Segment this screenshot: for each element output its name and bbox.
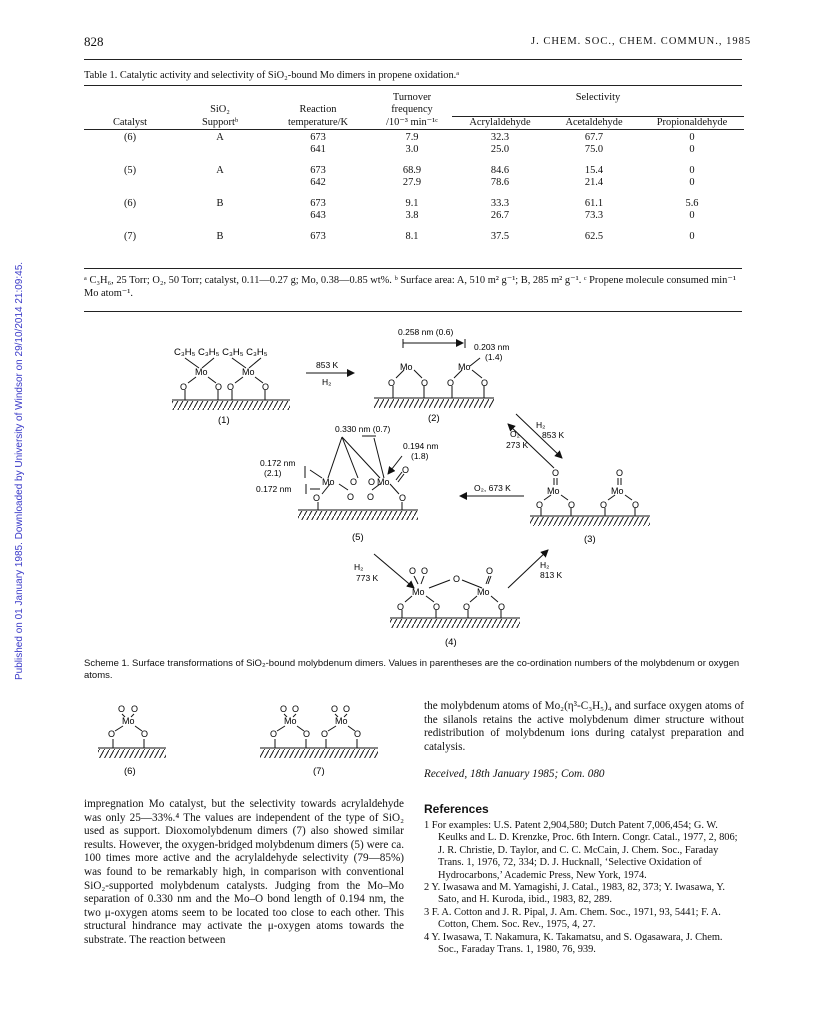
mo-atom-2b: Mo (458, 362, 471, 372)
table-cell: 15.4 (584, 165, 604, 176)
arrow-813: 813 K (540, 570, 563, 580)
o-atom: O (498, 602, 506, 612)
o-atom: O (616, 468, 624, 478)
mo-atom-3a: Mo (547, 486, 560, 496)
table-cell: 62.5 (584, 231, 604, 242)
table-row (84, 177, 744, 189)
o-atom: O (536, 500, 544, 510)
table-cell: 75.0 (584, 144, 604, 155)
label-5: (5) (352, 532, 364, 543)
head-reaction-1: Reaction (299, 104, 337, 116)
journal-header: J. CHEM. SOC., CHEM. COMMUN., 1985 (531, 36, 752, 47)
arrow-o2-673: O₂, 673 K (474, 483, 511, 493)
structure-5 (256, 424, 438, 543)
table-cell: 37.5 (490, 231, 510, 242)
o-atom: O (118, 704, 126, 714)
o-atom: O (453, 574, 461, 584)
structure-3 (530, 468, 650, 545)
o-atom: O (402, 465, 410, 475)
o-atom: O (388, 378, 396, 388)
mo-atom-7b: Mo (335, 716, 348, 726)
head-turnover-1: Turnover (392, 92, 432, 103)
o-atom: O (343, 704, 351, 714)
structure-4 (390, 566, 520, 648)
o-atom: O (280, 704, 288, 714)
table-cell: 641 (310, 144, 326, 155)
table-cell: 643 (310, 210, 326, 221)
table-cell: 3.8 (405, 210, 419, 221)
table-row (84, 144, 744, 156)
table-cell: 0 (689, 132, 695, 143)
label-7: (7) (313, 766, 325, 777)
o-atom: O (347, 492, 355, 502)
table-top-rule (84, 85, 742, 86)
o-atom: O (463, 602, 471, 612)
structures-6-7-figure (84, 696, 404, 786)
arrow1-temp: 853 K (316, 360, 339, 370)
mo-atom-4b: Mo (477, 587, 490, 597)
o-atom: O (321, 729, 329, 739)
arrow-o2: O₂ (510, 429, 520, 439)
table-row (84, 210, 744, 222)
head-selectivity: Selectivity (575, 92, 621, 103)
o-atom: O (447, 378, 455, 388)
results-table-body (84, 132, 744, 243)
label-6: (6) (124, 766, 136, 777)
table-cell: (6) (123, 198, 137, 209)
table-cell: 642 (310, 177, 326, 188)
table-cell: 0 (689, 177, 695, 188)
label-2: (2) (428, 413, 440, 424)
mo-atom-5b: Mo (377, 477, 390, 487)
o-atom: O (421, 566, 429, 576)
table-cell: 84.6 (490, 165, 510, 176)
arrow-h2: H₂ (536, 420, 546, 430)
table-cell (176, 177, 264, 189)
head-acrylaldehyde: Acrylaldehyde (469, 117, 531, 128)
head-propionaldehyde: Propionaldehyde (656, 117, 728, 128)
table-cell: 67.7 (584, 132, 604, 143)
o-atom: O (354, 729, 362, 739)
distance-203-cn: (1.4) (485, 352, 503, 362)
head-turnover-3: /10⁻³ min⁻¹ᶜ (386, 116, 438, 128)
results-table (84, 92, 744, 243)
label-3: (3) (584, 534, 596, 545)
head-reaction-2: temperature/K (287, 116, 348, 128)
table-spacer (84, 222, 744, 231)
o-atom: O (399, 493, 407, 503)
arrow-h2-813: H₂ (540, 560, 550, 570)
table-cell: 673 (310, 231, 326, 242)
table-cell (84, 144, 176, 156)
o-atom: O (180, 382, 188, 392)
table-cell: 33.3 (490, 198, 510, 209)
table-caption: Table 1. Catalytic activity and selectivity of SiO₂-bound Mo dimers in propene oxidation.ᵃ (84, 70, 460, 81)
structure-1 (172, 347, 290, 426)
table-cell: 673 (310, 198, 326, 209)
label-1: (1) (218, 415, 230, 426)
o-atom: O (313, 493, 321, 503)
structure-7 (260, 704, 378, 777)
mo-atom-7a: Mo (284, 716, 297, 726)
table-cell (84, 177, 176, 189)
table-spacer (84, 156, 744, 165)
table-cell: 0 (689, 144, 695, 155)
mo-atom-4a: Mo (412, 587, 425, 597)
mo-atom-2a: Mo (400, 362, 413, 372)
head-sio2-2: Supportᵇ (201, 116, 239, 128)
table-cell: 25.0 (490, 144, 510, 155)
table-cell: (7) (123, 231, 137, 242)
o-atom: O (552, 468, 560, 478)
side-download-note (2, 210, 25, 680)
head-catalyst: Catalyst (112, 116, 148, 128)
table-row (84, 198, 744, 210)
mo-atom-1a: Mo (195, 367, 208, 377)
table-cell: 27.9 (402, 177, 422, 188)
structure-2 (374, 327, 509, 424)
table-footnote: ᵃ C₃H₆, 25 Torr; O₂, 50 Torr; catalyst, 0.11—0.27 g; Mo, 0.38—0.85 wt%. ᵇ Surface area: A, 510 m² g⁻¹; B, 285 m² g⁻¹. ᶜ Propene molecule consumed min⁻¹ Mo atom⁻¹. (84, 275, 736, 299)
arrow-h2-773: H₂ (354, 562, 364, 572)
o-atom: O (350, 477, 358, 487)
arrow1-gas: H₂ (322, 377, 332, 387)
references-heading: References (424, 802, 489, 816)
received-line: Received, 18th January 1985; Com. 080 (424, 768, 605, 780)
o-atom: O (292, 704, 300, 714)
o-atom: O (262, 382, 270, 392)
table-cell: A (216, 165, 224, 176)
arrow-853: 853 K (542, 430, 565, 440)
head-sio2-1: SiO₂ (210, 104, 230, 116)
table-row (84, 132, 744, 144)
table-cell: B (216, 231, 224, 242)
side-note-text: Published on 01 January 1985. Downloaded by University of Windsor on 29/10/2014 21:09:45. (14, 261, 25, 680)
header-rule (84, 59, 742, 60)
o-atom: O (227, 382, 235, 392)
o-atom: O (600, 500, 608, 510)
reference-item: 4 Y. Iwasawa, T. Nakamura, K. Takamatsu, and S. Ogasawara, J. Chem. Soc., Faraday Trans. 1, 1980, 76, 939. (424, 931, 723, 956)
distance-194-cn: (1.8) (411, 451, 429, 461)
table-cell: 8.1 (405, 231, 419, 242)
label-4: (4) (445, 637, 457, 648)
table-cell: 78.6 (490, 177, 510, 188)
references-list (424, 820, 744, 956)
table-cell: 7.9 (405, 132, 419, 143)
table-cell: 61.1 (584, 198, 604, 209)
o-atom: O (331, 704, 339, 714)
body-right-column: the molybdenum atoms of Mo₂(η³-C₃H₅)₄ and surface oxygen atoms of the silanols retains the active molybdenum dimer structure without redistribution of molybdenum ions during catalyst preparation and catalysis. (424, 700, 744, 753)
table-cell: 73.3 (584, 210, 604, 221)
distance-330: 0.330 nm (0.7) (335, 424, 391, 434)
table-cell: 68.9 (402, 165, 422, 176)
reference-item: 1 For examples: U.S. Patent 2,904,580; Dutch Patent 7,006,454; G. W. Keulks and L. D. Krenzke, Proc. 6th Intern. Congr. Catal., 1977, 2, 806; J. R. Christie, D. Taylor, and C. C. McCain, J. Chem. Soc., Faraday Trans. 1, 1976, 72, 334; D. J. Hucknall, ‘Selective Oxidation of Hydrocarbons,’ Academic Press, New York, 1974. (424, 820, 738, 881)
table-cell: (5) (123, 165, 137, 176)
distance-172b: 0.172 nm (256, 484, 292, 494)
o-atom: O (108, 729, 116, 739)
table-cell (176, 210, 264, 222)
table-cell: (6) (123, 132, 137, 143)
o-atom: O (141, 729, 149, 739)
table-cell: 673 (310, 132, 326, 143)
table-cell: 26.7 (490, 210, 510, 221)
mo-atom-6: Mo (122, 716, 135, 726)
o-atom: O (270, 729, 278, 739)
arrow-273: 273 K (506, 440, 529, 450)
o-atom: O (481, 378, 489, 388)
mo-atom-1b: Mo (242, 367, 255, 377)
table-row (84, 165, 744, 177)
allyl-groups: C₃H₅ C₃H₅ C₃H₅ C₃H₅ (174, 347, 268, 358)
table-cell (84, 210, 176, 222)
distance-172a: 0.172 nm (260, 458, 296, 468)
o-atom: O (131, 704, 139, 714)
head-turnover-2: frequency (391, 104, 433, 116)
table-spacer (84, 189, 744, 198)
o-atom: O (367, 492, 375, 502)
mo-atom-5a: Mo (322, 477, 335, 487)
distance-172a-cn: (2.1) (264, 468, 282, 478)
scheme-top-rule (84, 311, 742, 312)
reference-item: 3 F. A. Cotton and J. R. Pipal, J. Am. Chem. Soc., 1971, 93, 5441; F. A. Cotton, Chem. Soc. Rev., 1975, 4, 27. (424, 906, 721, 931)
o-atom: O (303, 729, 311, 739)
table-bottom-rule (84, 268, 742, 269)
o-atom: O (632, 500, 640, 510)
o-atom: O (421, 378, 429, 388)
o-atom: O (433, 602, 441, 612)
o-atom: O (486, 566, 494, 576)
distance-203: 0.203 nm (474, 342, 510, 352)
scheme-caption: Scheme 1. Surface transformations of SiO₂-bound molybdenum dimers. Values in parentheses are the co-ordination numbers of the molybdenum or oxygen atoms. (84, 658, 740, 681)
table-cell: B (216, 198, 224, 209)
distance-194: 0.194 nm (403, 441, 439, 451)
table-row (84, 231, 744, 243)
page-number: 828 (84, 34, 104, 49)
table-cell: 0 (689, 210, 695, 221)
table-cell (176, 144, 264, 156)
reference-item: 2 Y. Iwasawa and M. Yamagishi, J. Catal., 1983, 82, 373; Y. Iwasawa, Y. Sato, and H. Kuroda, ibid., 1983, 82, 289. (424, 882, 726, 906)
head-acetaldehyde: Acetaldehyde (565, 117, 623, 128)
o-atom: O (409, 566, 417, 576)
o-atom: O (215, 382, 223, 392)
table-cell: 673 (310, 165, 326, 176)
table-cell: 9.1 (405, 198, 419, 209)
structure-6 (98, 704, 166, 777)
mo-atom-3b: Mo (611, 486, 624, 496)
o-atom: O (397, 602, 405, 612)
distance-258: 0.258 nm (0.6) (398, 327, 454, 337)
table-cell: 32.3 (490, 132, 510, 143)
table-cell: 21.4 (584, 177, 604, 188)
table-cell: 0 (689, 165, 695, 176)
o-atom: O (568, 500, 576, 510)
table-cell: 3.0 (405, 144, 419, 155)
o-atom: O (368, 477, 376, 487)
body-left-column: impregnation Mo catalyst, but the selectivity towards acrylaldehyde was only 25—33%.⁴ The values are independent of the type of SiO₂ used as support. Dioxomolybdenum dimers (7) also showed similar results. However, the oxygen-bridged molybdenum dimers (5) were ca. 100 times more active and the acrylaldehyde selectivity (79—85%) was found to be remarkably high, in comparison with conventional SiO₂-supported molybdenum catalysts. Judging from the Mo–Mo separation of 0.330 nm and the Mo–O bond length of 0.194 nm, the two μ-oxygen atoms seem to be located too close to each other. This structural hindrance may activate the μ-oxygen atoms towards the substrate. The reaction between (84, 798, 404, 946)
table-cell: 5.6 (685, 198, 699, 209)
table-cell: A (216, 132, 224, 143)
arrow-773: 773 K (356, 573, 379, 583)
table-cell: 0 (689, 231, 695, 242)
